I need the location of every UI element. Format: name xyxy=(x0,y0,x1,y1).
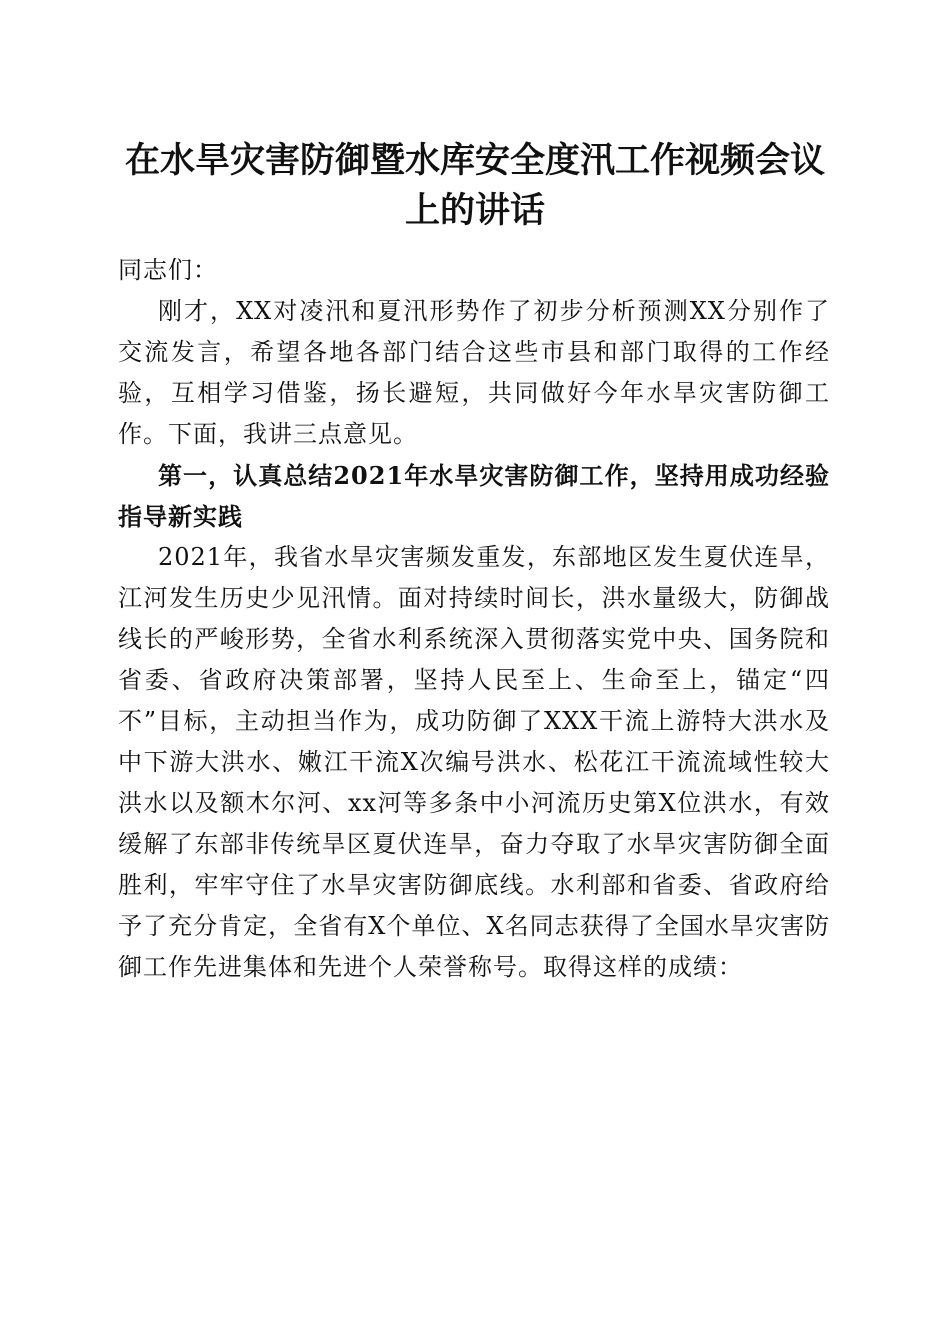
document-title: 在水旱灾害防御暨水库安全度汛工作视频会议上的讲话 xyxy=(124,140,825,231)
document-body xyxy=(118,250,830,988)
intro-paragraph: 刚才，XX对凌汛和夏汛形势作了初步分析预测XX分别作了交流发言，希望各地各部门结合这些市县和部门取得的工作经验，互相学习借鉴，扬长避短，共同做好今年水旱灾害防御工作。下面，我讲三点意见。 xyxy=(118,297,830,448)
section-heading: 第一，认真总结2021年水旱灾害防御工作，坚持用成功经验指导新实践 xyxy=(118,461,830,531)
salutation: 同志们： xyxy=(118,256,218,284)
section-paragraph: 2021年，我省水旱灾害频发重发，东部地区发生夏伏连旱，江河发生历史少见汛情。面对持续时间长，洪水量级大，防御战线长的严峻形势，全省水利系统深入贯彻落实党中央、国务院和省委、省政府决策部署，坚持人民至上、生命至上，锚定“四不”目标，主动担当作为，成功防御了XXX干流上游特大洪水及中下游大洪水、嫩江干流X次编号洪水、松花江干流流域性较大洪水以及额木尔河、xx河等多条中小河流历史第X位洪水，有效缓解了东部非传统旱区夏伏连旱，奋力夺取了水旱灾害防御全面胜利，牢牢守住了水旱灾害防御底线。水利部和省委、省政府给予了充分肯定，全省有X个单位、X名同志获得了全国水旱灾害防御工作先进集体和先进个人荣誉称号。取得这样的成绩： xyxy=(118,543,830,981)
